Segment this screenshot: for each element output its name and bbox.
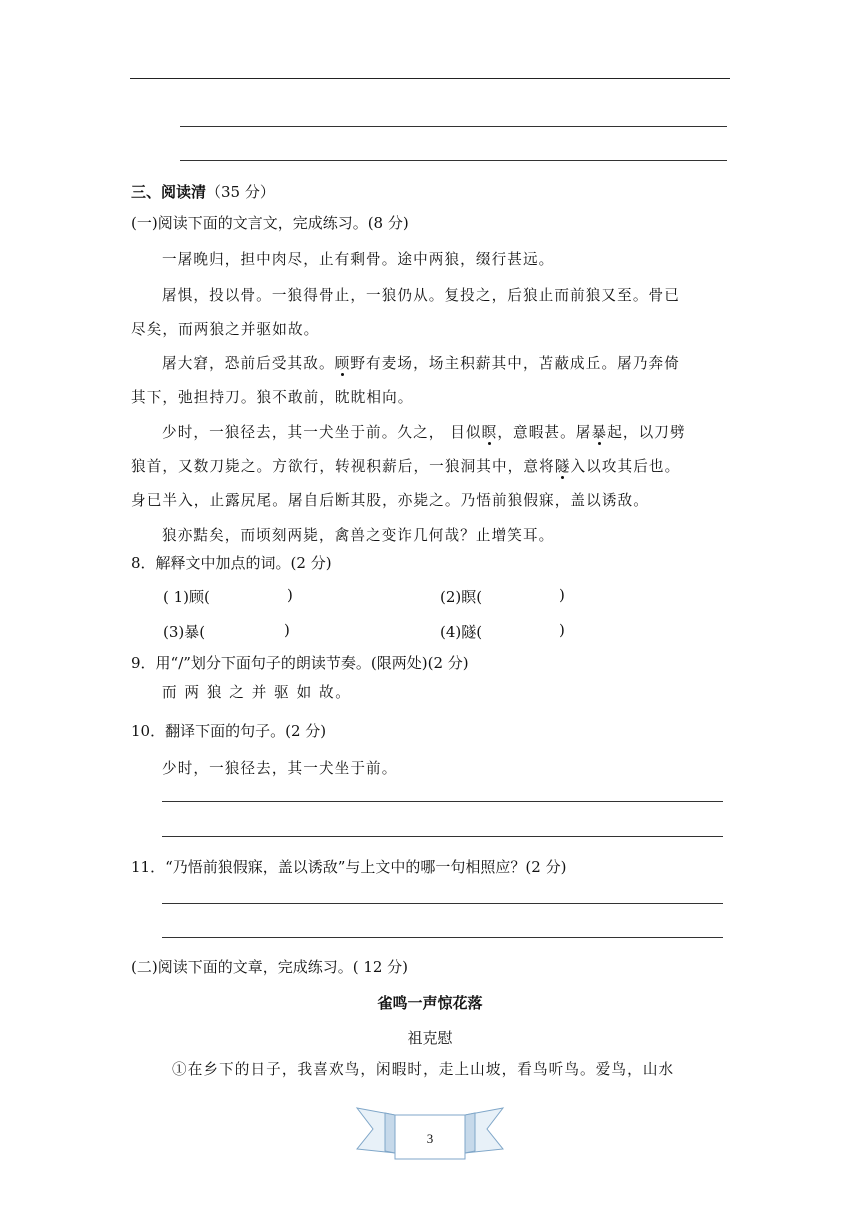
answer-line[interactable] (162, 801, 723, 802)
answer-line[interactable] (180, 126, 727, 127)
answer-line[interactable] (162, 836, 723, 837)
q8-item-3-close: ) (284, 621, 290, 639)
passage-paragraph-1: 一屠晚归，担中肉尽，止有剩骨。途中两狼，缀行甚远。 (162, 251, 555, 268)
q8-item-4-close: ) (559, 621, 565, 639)
q8-item-4-label: (4)隧( (440, 623, 483, 641)
dotted-word-bao: 暴 (591, 424, 608, 441)
passage-paragraph-4-line-1 (162, 421, 686, 442)
part-one-intro: (一)阅读下面的文言文，完成练习。(8 分) (131, 214, 409, 232)
passage-text: 狼首，又数刀毙之。方欲行，转视积薪后，一狼洞其中，意将 (131, 458, 555, 475)
header-rule (130, 78, 730, 79)
passage-text: ，意暇甚。屠 (497, 424, 592, 441)
q8-item-3-label: (3)暴( (163, 623, 206, 641)
answer-line[interactable] (180, 160, 727, 161)
q9-sentence: 而 两 狼 之 并 驱 如 故。 (162, 684, 352, 701)
question-11: 11．“乃悟前狼假寐，盖以诱敌”与上文中的哪一句相照应？(2 分) (131, 858, 567, 876)
passage-text: 野有麦场，场主积薪其中，苫蔽成丘。屠乃奔倚 (350, 355, 680, 372)
dotted-word-ming: 瞑 (481, 424, 498, 441)
q8-item-1-close: ) (287, 586, 293, 604)
q8-item-1-label: ( 1)顾( (163, 588, 210, 606)
q8-item-2-close: ) (559, 586, 565, 604)
passage-paragraph-5: 狼亦黠矣，而顷刻两毙，禽兽之变诈几何哉？止增笑耳。 (162, 527, 555, 544)
article-title: 雀鸣一声惊花落 (377, 994, 483, 1012)
passage-paragraph-2-line-1: 屠惧，投以骨。一狼得骨止，一狼仍从。复投之，后狼止而前狼又至。骨已 (162, 287, 680, 304)
article-paragraph-1: ①在乡下的日子，我喜欢鸟，闲暇时，走上山坡，看鸟听鸟。爱鸟，山水 (172, 1061, 675, 1078)
section-score: （35 分） (206, 183, 275, 201)
passage-paragraph-4-line-2 (131, 455, 680, 476)
section-heading (131, 181, 275, 202)
page-number: 3 (426, 1131, 434, 1146)
passage-text: 屠大窘，恐前后受其敌。 (162, 355, 335, 372)
answer-line[interactable] (162, 903, 723, 904)
q10-sentence: 少时，一狼径去，其一犬坐于前。 (162, 760, 398, 777)
passage-paragraph-2-line-2: 尽矣，而两狼之并驱如故。 (131, 321, 320, 338)
passage-text: 入以攻其后也。 (570, 458, 681, 475)
passage-paragraph-3-line-2: 其下，弛担持刀。狼不敢前，眈眈相向。 (131, 389, 414, 406)
dotted-word-gu: 顾 (334, 355, 351, 372)
question-10: 10．翻译下面的句子。(2 分) (131, 722, 327, 740)
q8-item-2-label: (2)瞑( (440, 588, 483, 606)
question-9: 9．用“/”划分下面句子的朗读节奏。(限两处)(2 分) (131, 654, 469, 672)
dotted-word-sui: 隧 (554, 458, 571, 475)
answer-line[interactable] (162, 937, 723, 938)
passage-text: 起，以刀劈 (607, 424, 686, 441)
part-two-intro: (二)阅读下面的文章，完成练习。( 12 分) (131, 958, 409, 976)
passage-text: 少时，一狼径去，其一犬坐于前。久之， 目似 (162, 424, 482, 441)
section-title: 三、阅读清 (131, 183, 207, 201)
passage-paragraph-4-line-3: 身已半入，止露尻尾。屠自后断其股，亦毙之。乃悟前狼假寐，盖以诱敌。 (131, 492, 649, 509)
question-8: 8．解释文中加点的词。(2 分) (131, 554, 332, 572)
passage-paragraph-3-line-1 (162, 352, 680, 373)
article-author: 祖克慰 (407, 1029, 453, 1047)
